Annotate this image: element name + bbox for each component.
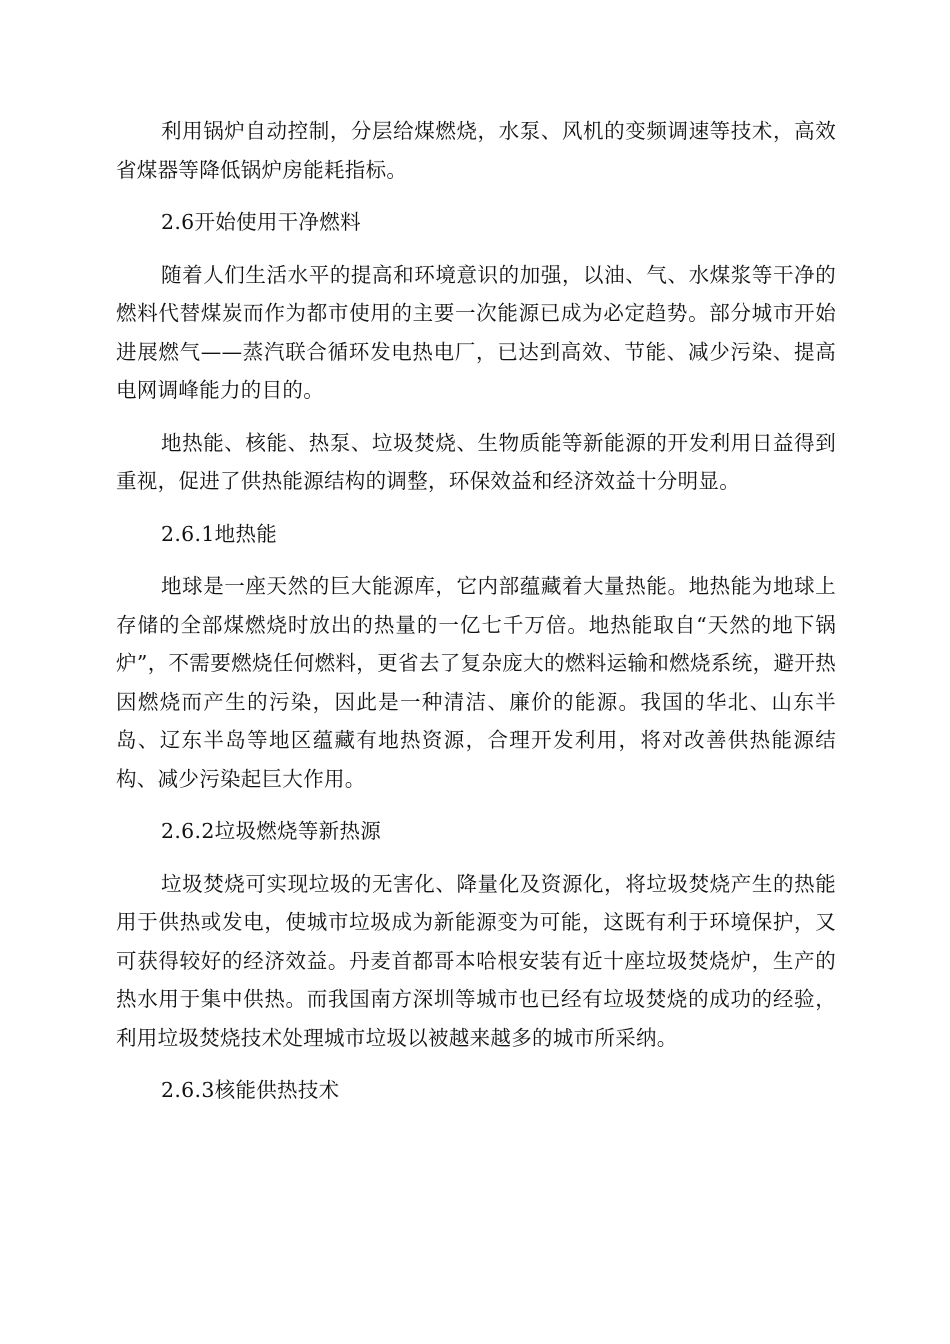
spacer: [116, 501, 836, 515]
section-heading-2-6: 2.6开始使用干净燃料: [161, 210, 361, 234]
spacer: [116, 553, 836, 567]
paragraph-geothermal: 地球是一座天然的巨大能源库，它内部蕴藏着大量热能。地热能为地球上存储的全部煤燃烧时放出的热量的一亿七千万倍。地热能取自“天然的地下锅炉”，不需要燃烧任何燃料，更省去了复杂庞大的燃料运输和燃烧系统，避开热因燃烧而产生的污染，因此是一种清洁、廉价的能源。我国的华北、山东半岛、辽东半岛等地区蕴藏有地热资源，合理开发利用，将对改善供热能源结构、减少污染起巨大作用。: [116, 574, 836, 791]
paragraph-boiler-control: 利用锅炉自动控制，分层给煤燃烧，水泵、风机的变频调速等技术，高效省煤器等降低锅炉房能耗指标。: [116, 119, 836, 182]
spacer: [116, 798, 836, 812]
spacer: [116, 851, 836, 865]
paragraph-new-energy: 地热能、核能、热泵、垃圾焚烧、生物质能等新能源的开发利用日益得到重视，促进了供热能源结构的调整，环保效益和经济效益十分明显。: [116, 430, 836, 493]
spacer: [116, 410, 836, 424]
spacer: [116, 242, 836, 256]
section-heading-2-6-2: 2.6.2垃圾燃烧等新热源: [161, 819, 382, 843]
spacer: [116, 189, 836, 203]
section-heading-2-6-1: 2.6.1地热能: [161, 521, 278, 546]
spacer: [116, 1057, 836, 1071]
paragraph-clean-fuel: 随着人们生活水平的提高和环境意识的加强，以油、气、水煤浆等干净的燃料代替煤炭而作为都市使用的主要一次能源已成为必定趋势。部分城市开始进展燃气——蒸汽联合循环发电热电厂，已达到高效、节能、减少污染、提高电网调峰能力的目的。: [116, 262, 836, 402]
section-heading-2-6-3: 2.6.3核能供热技术: [161, 1078, 340, 1102]
document-body: [116, 112, 836, 1110]
paragraph-waste-incineration: 垃圾焚烧可实现垃圾的无害化、降量化及资源化，将垃圾焚烧产生的热能用于供热或发电，使城市垃圾成为新能源变为可能，这既有利于环境保护，又可获得较好的经济效益。丹麦首都哥本哈根安装有近十座垃圾焚烧炉，生产的热水用于集中供热。而我国南方深圳等城市也已经有垃圾焚烧的成功的经验，利用垃圾焚烧技术处理城市垃圾以被越来越多的城市所采纳。: [116, 871, 836, 1050]
